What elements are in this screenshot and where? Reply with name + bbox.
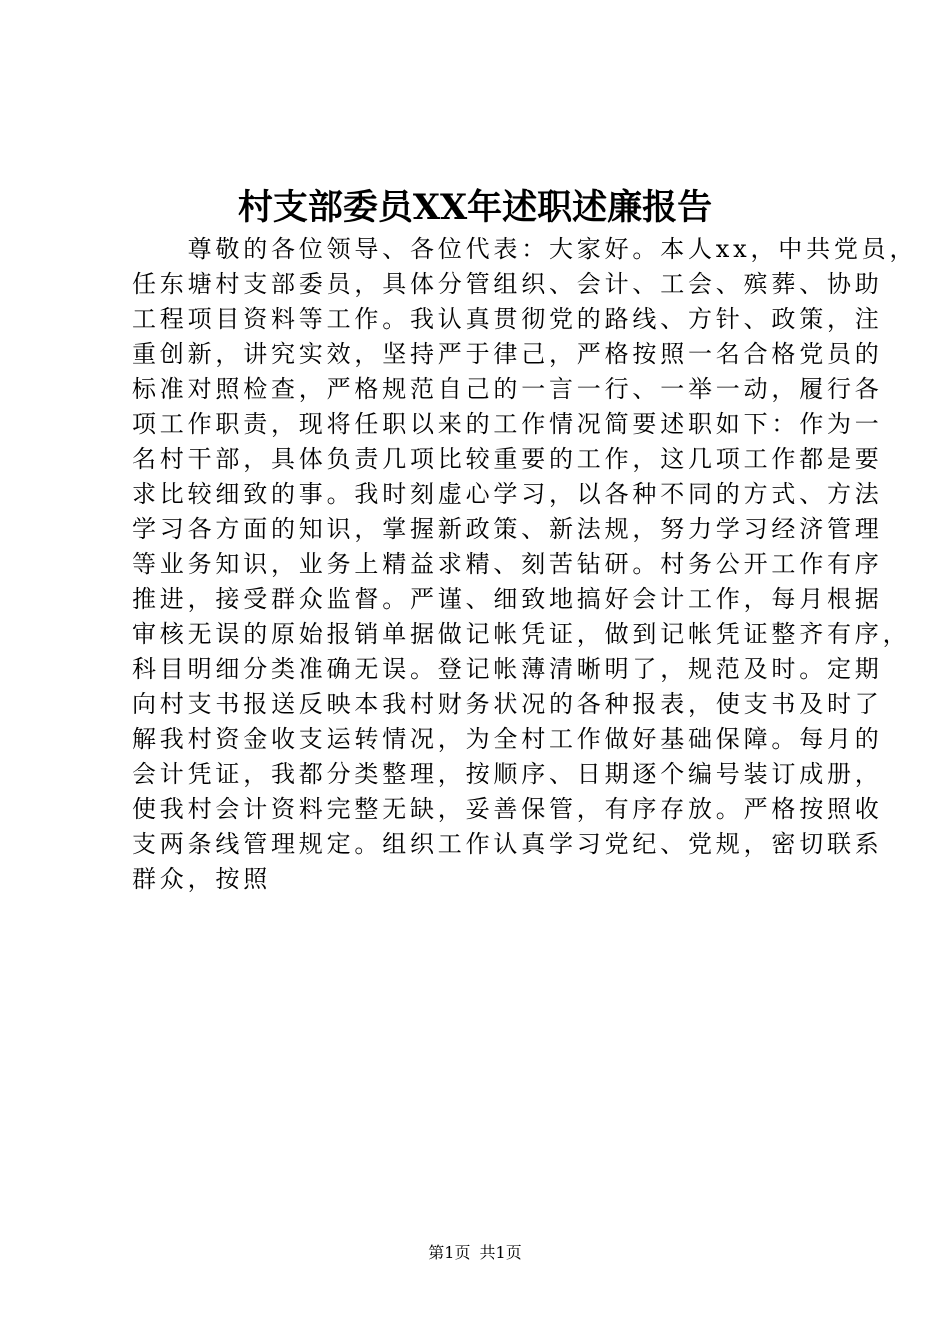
body-line: 学习各方面的知识，掌握新政策、新法规，努力学习经济管理 bbox=[132, 515, 883, 543]
body-line: 项工作职责，现将任职以来的工作情况简要述职如下：作为一 bbox=[132, 410, 883, 438]
body-line: 支两条线管理规定。组织工作认真学习党纪、党规，密切联系 bbox=[132, 830, 883, 858]
body-line: 使我村会计资料完整无缺，妥善保管，有序存放。严格按照收 bbox=[132, 795, 883, 823]
page-total: 共1页 bbox=[479, 1243, 522, 1262]
body-line: 任东塘村支部委员，具体分管组织、会计、工会、殡葬、协助 bbox=[132, 270, 883, 298]
body-line: 会计凭证，我都分类整理，按顺序、日期逐个编号装订成册， bbox=[132, 760, 883, 788]
page-number: 第1页 bbox=[428, 1243, 471, 1262]
document-title: 村支部委员XX年述职述廉报告 bbox=[237, 187, 713, 228]
body-line: 向村支书报送反映本我村财务状况的各种报表，使支书及时了 bbox=[132, 690, 883, 718]
body-line: 工程项目资料等工作。我认真贯彻党的路线、方针、政策，注 bbox=[132, 305, 883, 333]
body-line: 等业务知识，业务上精益求精、刻苦钻研。村务公开工作有序 bbox=[132, 550, 883, 578]
body-line: 解我村资金收支运转情况，为全村工作做好基础保障。每月的 bbox=[132, 725, 883, 753]
body-line: 尊敬的各位领导、各位代表：大家好。本人xx，中共党员， bbox=[132, 235, 918, 263]
body-line: 名村干部，具体负责几项比较重要的工作，这几项工作都是要 bbox=[132, 445, 883, 473]
body-line: 推进，接受群众监督。严谨、细致地搞好会计工作，每月根据 bbox=[132, 585, 883, 613]
document-body bbox=[132, 232, 918, 897]
body-line: 重创新，讲究实效，坚持严于律己，严格按照一名合格党员的 bbox=[132, 340, 883, 368]
body-line: 审核无误的原始报销单据做记帐凭证，做到记帐凭证整齐有序， bbox=[132, 620, 911, 648]
page-footer bbox=[0, 1241, 950, 1265]
body-line: 科目明细分类准确无误。登记帐薄清晰明了，规范及时。定期 bbox=[132, 655, 883, 683]
body-line: 标准对照检查，严格规范自己的一言一行、一举一动，履行各 bbox=[132, 375, 883, 403]
body-line: 求比较细致的事。我时刻虚心学习，以各种不同的方式、方法 bbox=[132, 480, 883, 508]
body-line: 群众，按照 bbox=[132, 865, 271, 893]
